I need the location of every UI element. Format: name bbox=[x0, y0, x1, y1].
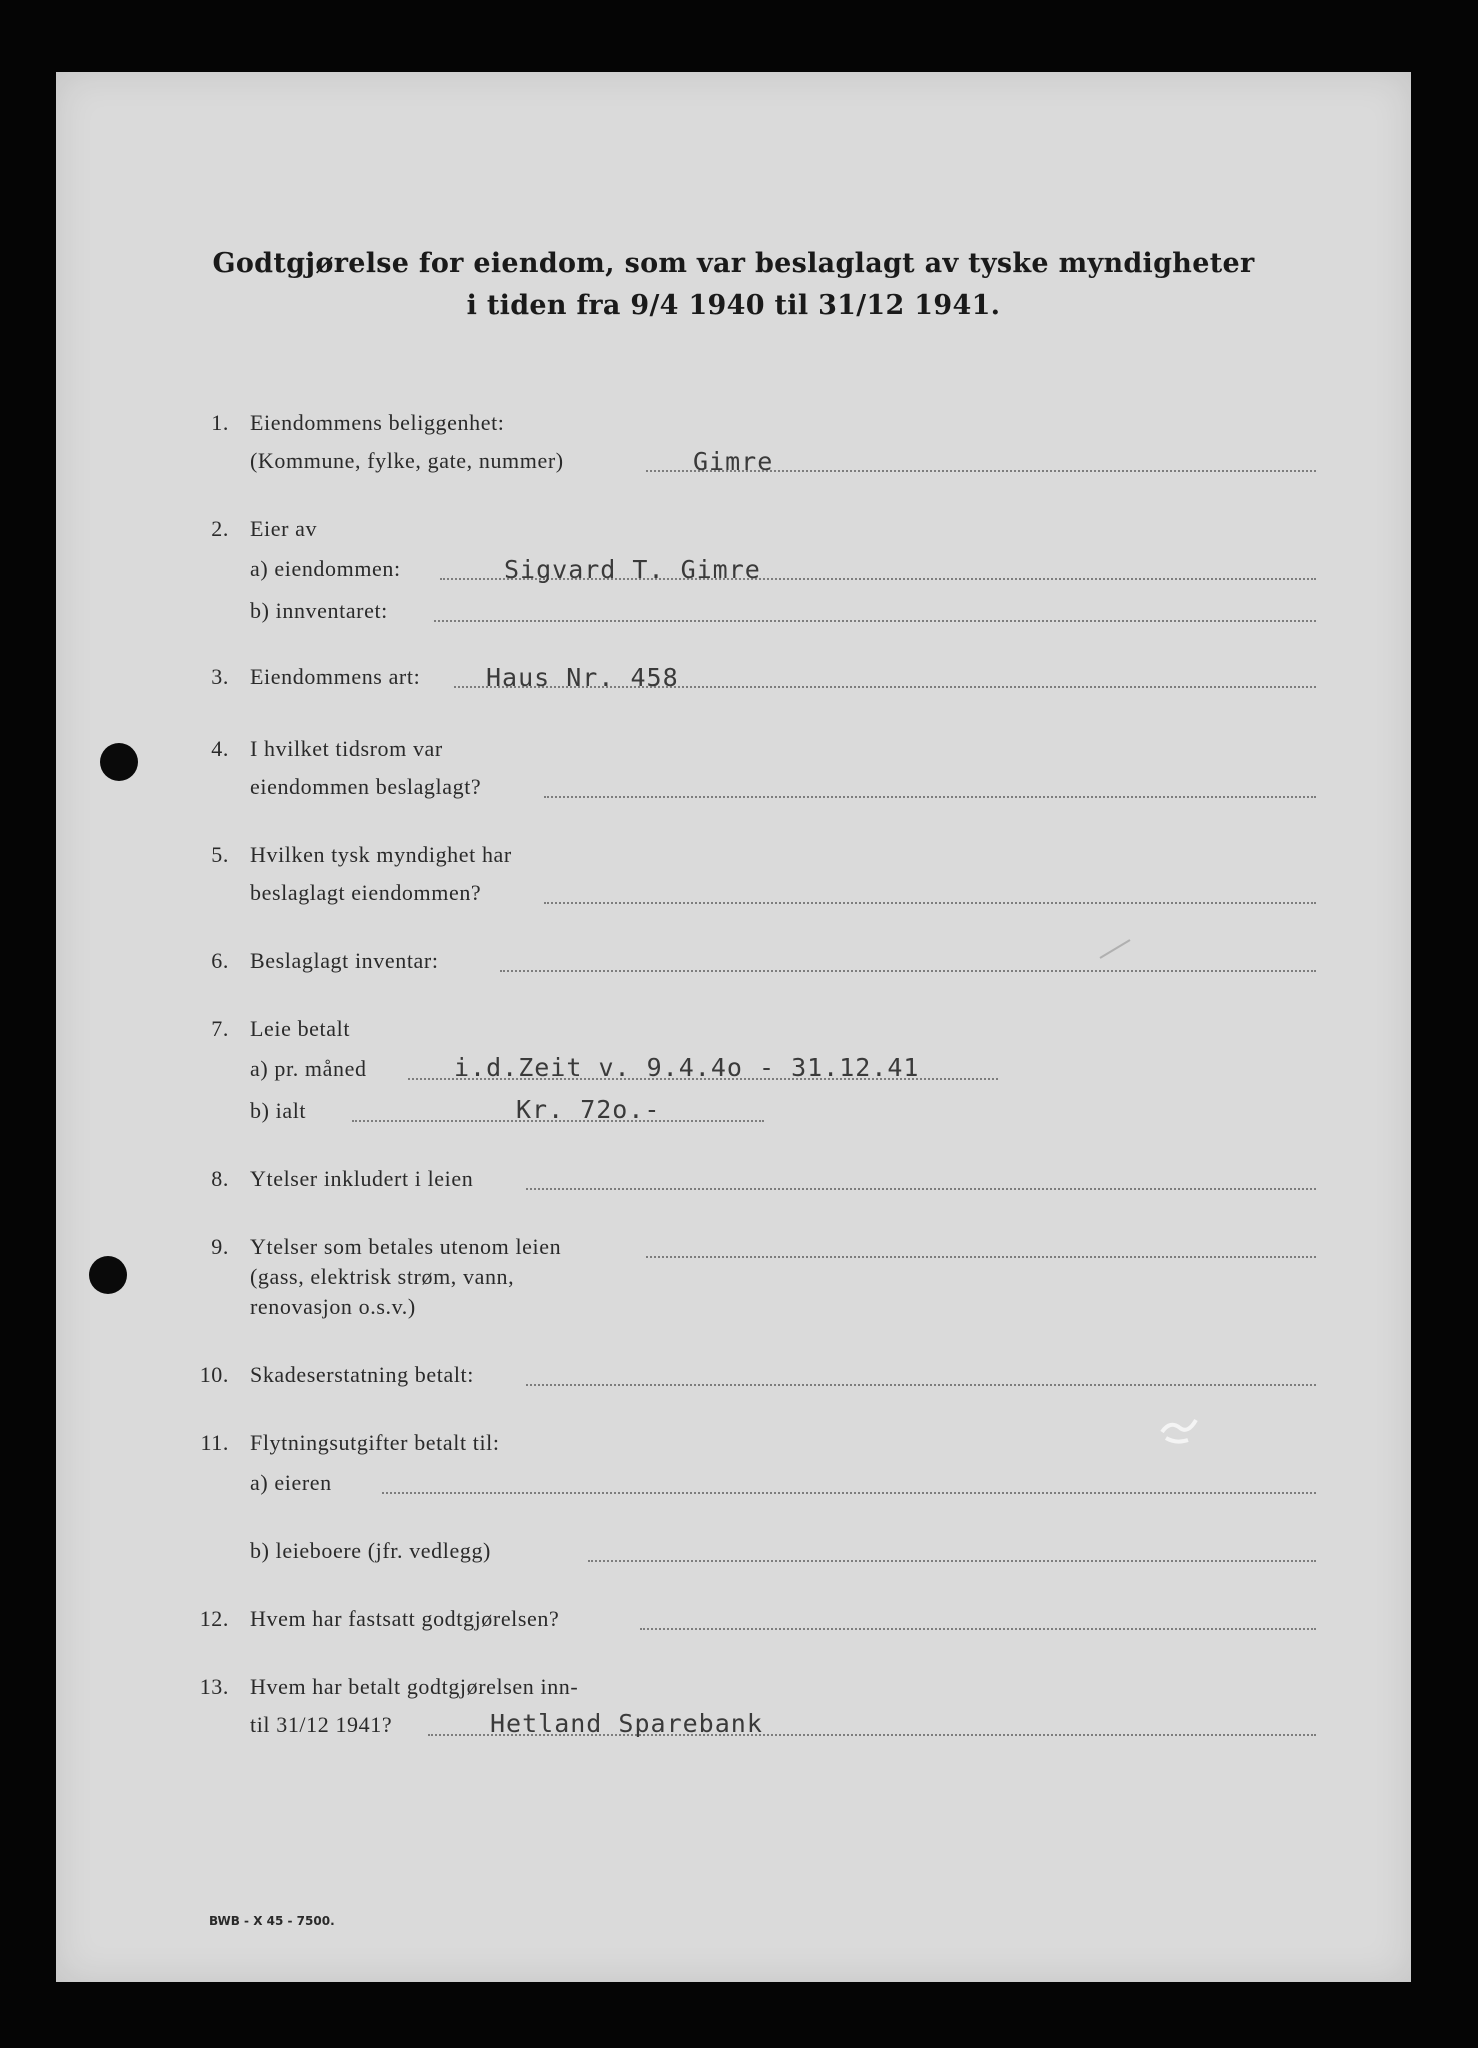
pencil-mark bbox=[1096, 934, 1136, 964]
q10-number: 10. bbox=[199, 1362, 229, 1387]
q2b-answer-line bbox=[434, 620, 1316, 622]
q11a-answer-line bbox=[382, 1492, 1316, 1494]
q11-number: 11. bbox=[200, 1430, 229, 1455]
q1-label: Eiendommens beliggenhet: bbox=[250, 410, 505, 435]
q4-sublabel: eiendommen beslaglagt? bbox=[250, 774, 482, 799]
form-title-line1: Godtgjørelse for eiendom, som var beslaglagt av tyske myndigheter bbox=[212, 248, 1255, 279]
q8-number: 8. bbox=[211, 1166, 229, 1191]
q7b-answer: Kr. 72o.- bbox=[516, 1095, 661, 1124]
q6-label: Beslaglagt inventar: bbox=[250, 948, 439, 973]
q3-answer: Haus Nr. 458 bbox=[486, 663, 679, 692]
q2b-label: b) innventaret: bbox=[250, 598, 388, 623]
q2-label: Eier av bbox=[250, 516, 318, 541]
q12-number: 12. bbox=[199, 1606, 229, 1631]
q11-label: Flytningsutgifter betalt til: bbox=[250, 1430, 500, 1455]
q4-answer-line bbox=[544, 796, 1316, 798]
q7b-label: b) ialt bbox=[250, 1098, 307, 1123]
q4-label: I hvilket tidsrom var bbox=[250, 736, 443, 761]
q1-number: 1. bbox=[211, 410, 229, 435]
q13-label: Hvem har betalt godtgjørelsen inn- bbox=[250, 1674, 579, 1699]
q2a-label: a) eiendommen: bbox=[250, 556, 401, 581]
q5-answer-line bbox=[544, 902, 1316, 904]
q8-label: Ytelser inkludert i leien bbox=[250, 1166, 474, 1191]
q9-label: Ytelser som betales utenom leien bbox=[250, 1234, 562, 1259]
q8-answer-line bbox=[526, 1188, 1316, 1190]
q7-number: 7. bbox=[211, 1016, 229, 1041]
q11b-answer-line bbox=[588, 1560, 1316, 1562]
q2-number: 2. bbox=[211, 516, 229, 541]
q5-label: Hvilken tysk myndighet har bbox=[250, 842, 512, 867]
q6-number: 6. bbox=[211, 948, 229, 973]
q9-number: 9. bbox=[211, 1234, 229, 1259]
q9-sublabel-1: (gass, elektrisk strøm, vann, bbox=[250, 1264, 515, 1289]
q11b-label: b) leieboere (jfr. vedlegg) bbox=[250, 1538, 491, 1563]
q10-answer-line bbox=[526, 1384, 1316, 1386]
q3-number: 3. bbox=[211, 664, 229, 689]
q7a-label: a) pr. måned bbox=[250, 1056, 367, 1081]
print-code: BWB - X 45 - 7500. bbox=[209, 1914, 335, 1928]
q13-number: 13. bbox=[199, 1674, 229, 1699]
q4-number: 4. bbox=[211, 736, 229, 761]
q6-answer-line bbox=[500, 970, 1316, 972]
ink-smudge bbox=[1156, 1412, 1206, 1452]
q9-sublabel-2: renovasjon o.s.v.) bbox=[250, 1294, 416, 1319]
q2a-answer: Sigvard T. Gimre bbox=[504, 555, 761, 584]
q12-answer-line bbox=[640, 1628, 1316, 1630]
q5-number: 5. bbox=[211, 842, 229, 867]
q1-answer: Gimre bbox=[693, 447, 774, 476]
q7a-answer: i.d.Zeit v. 9.4.4o - 31.12.41 bbox=[454, 1053, 920, 1082]
q3-label: Eiendommens art: bbox=[250, 664, 421, 689]
q9-answer-line bbox=[646, 1256, 1316, 1258]
punch-hole-lower bbox=[89, 1256, 127, 1294]
q11a-label: a) eieren bbox=[250, 1470, 332, 1495]
q13-sublabel: til 31/12 1941? bbox=[250, 1712, 393, 1737]
q12-label: Hvem har fastsatt godtgjørelsen? bbox=[250, 1606, 560, 1631]
form-sheet bbox=[56, 72, 1411, 1982]
form-title-line2: i tiden fra 9/4 1940 til 31/12 1941. bbox=[466, 290, 1001, 321]
q5-sublabel: beslaglagt eiendommen? bbox=[250, 880, 482, 905]
q1-sublabel: (Kommune, fylke, gate, nummer) bbox=[250, 448, 564, 473]
punch-hole-upper bbox=[100, 743, 138, 781]
q10-label: Skadeserstatning betalt: bbox=[250, 1362, 474, 1387]
q7-label: Leie betalt bbox=[250, 1016, 351, 1041]
q13-answer: Hetland Sparebank bbox=[490, 1709, 763, 1738]
